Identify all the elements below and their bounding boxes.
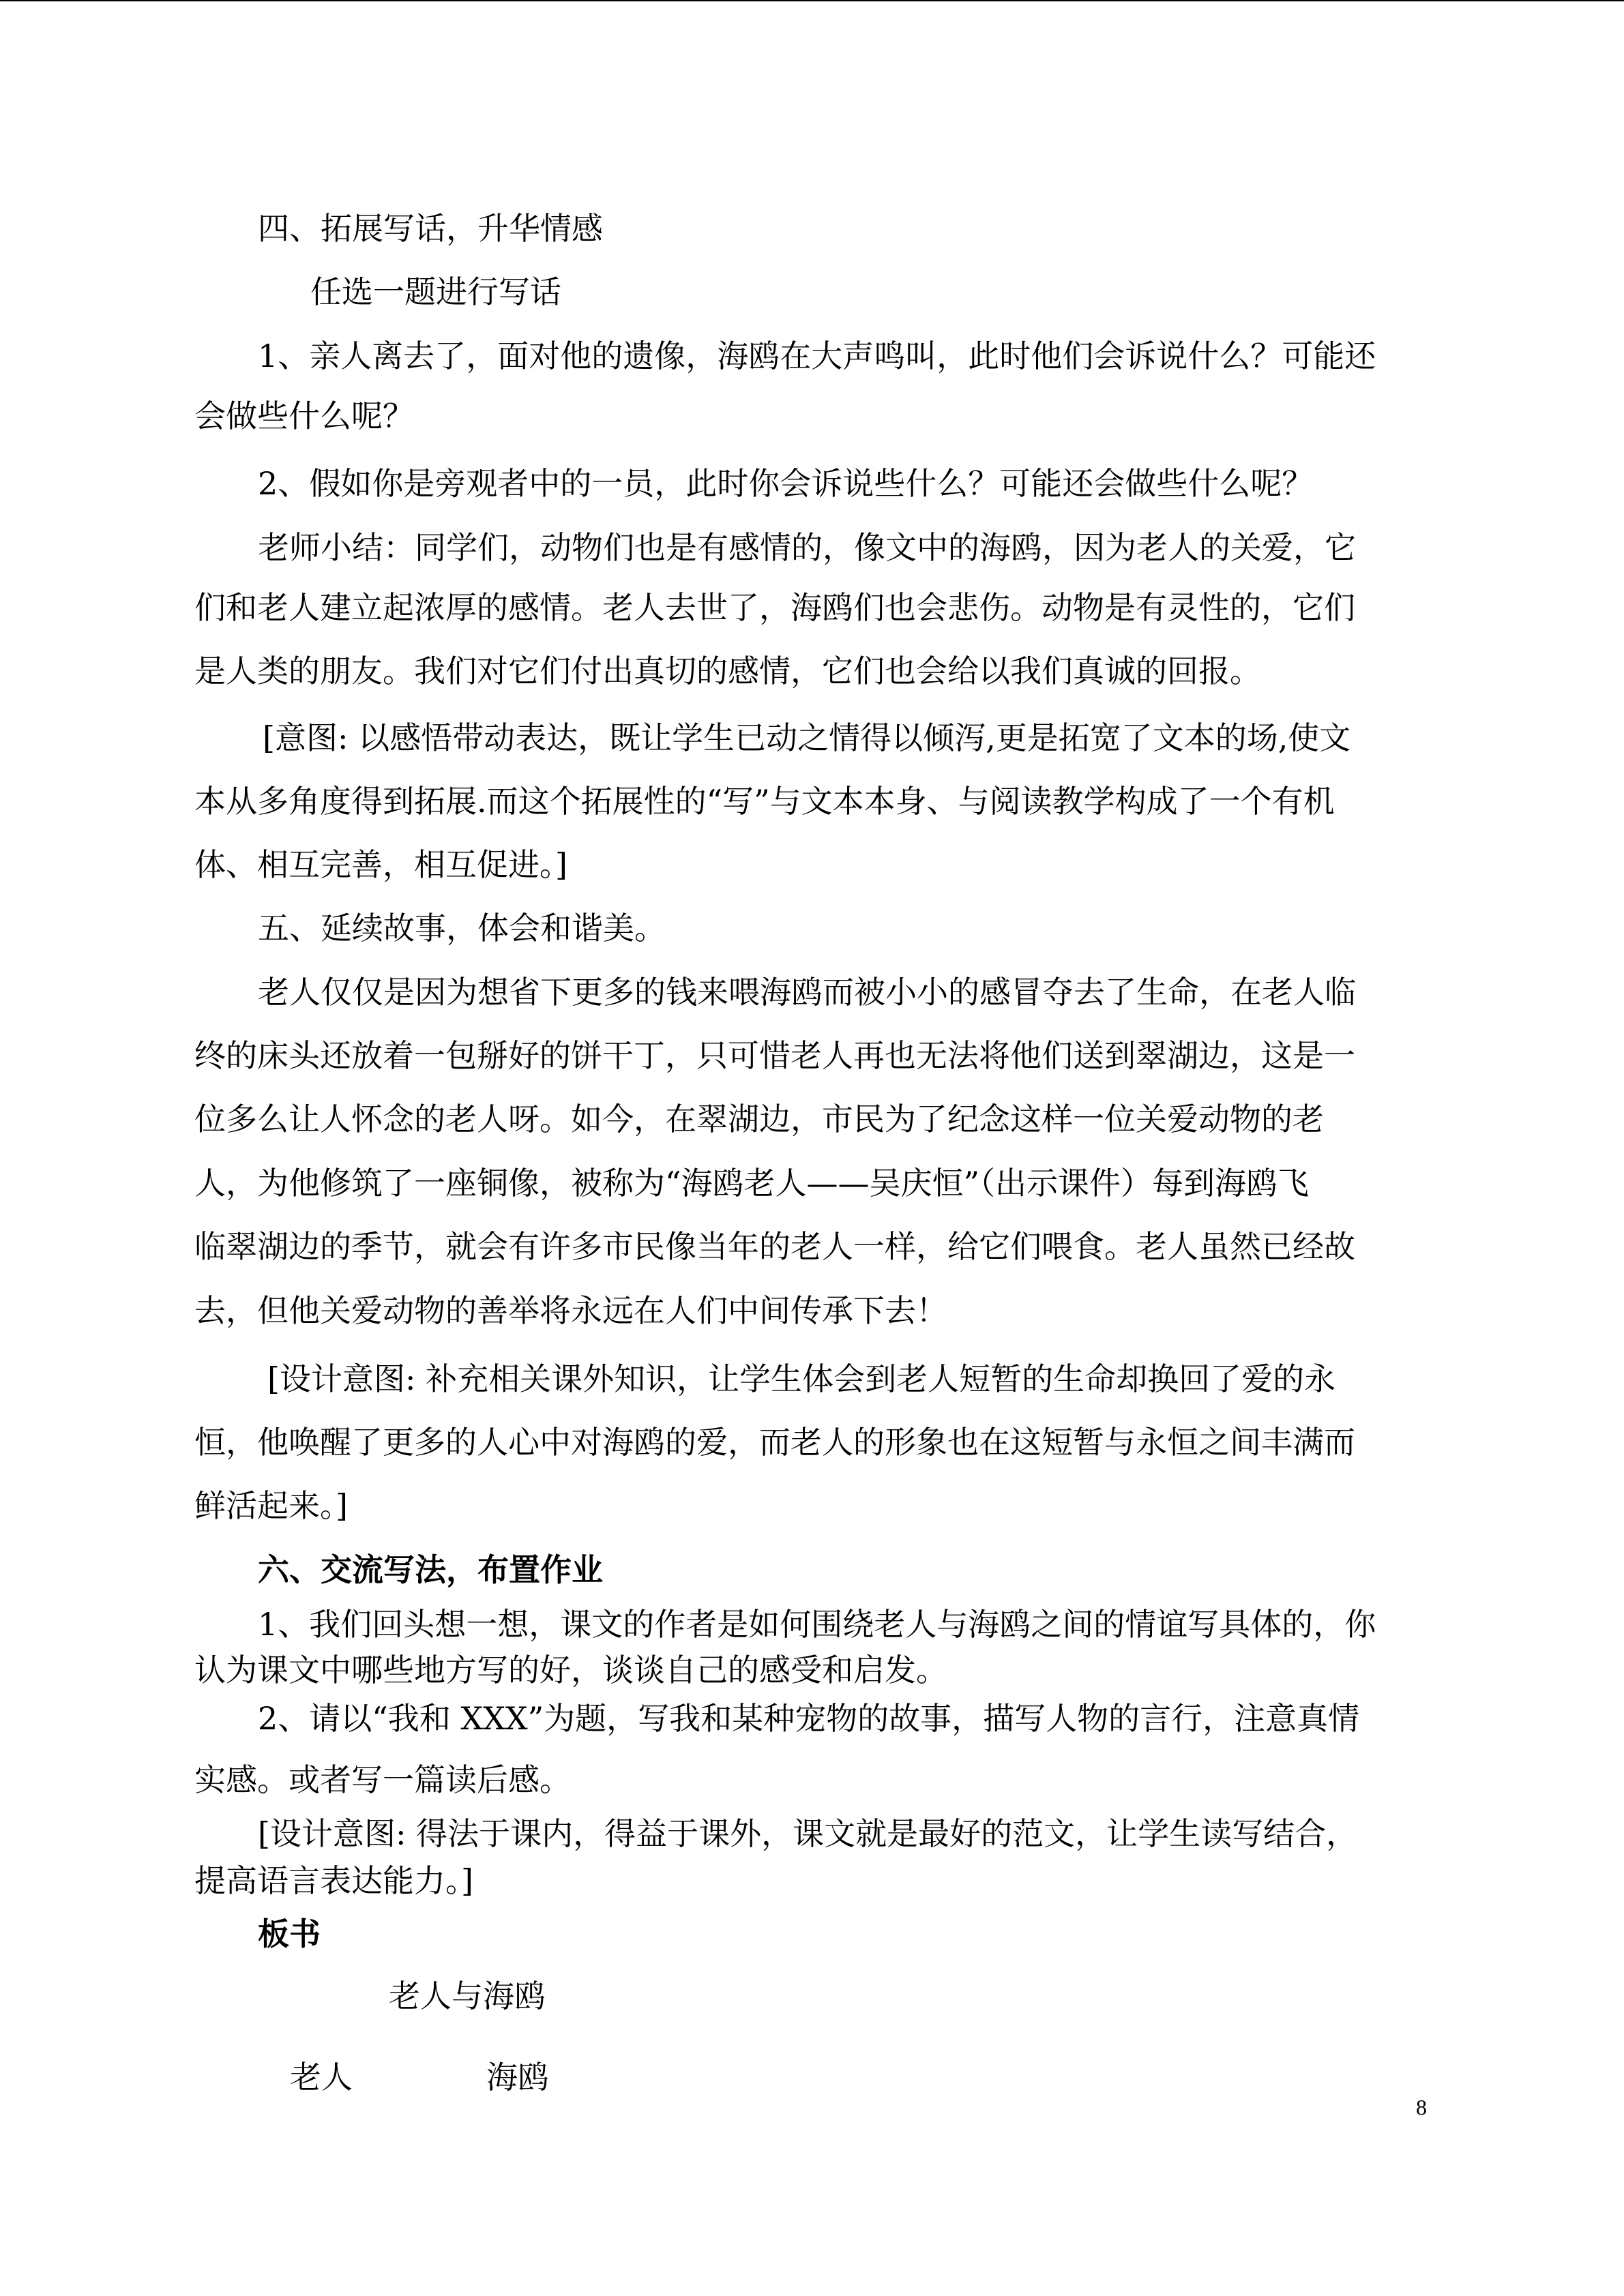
paragraph-line: 1、我们回头想一想，课文的作者是如何围绕老人与海鸥之间的情谊写具体的，你 — [258, 1606, 1376, 1643]
page-top-border — [0, 0, 1624, 1]
paragraph-line: 人，为他修筑了一座铜像，被称为“海鸥老人——吴庆恒”（出示课件）每到海鸥飞 — [194, 1165, 1310, 1202]
paragraph-line: 2、假如你是旁观者中的一员，此时你会诉说些什么？可能还会做些什么呢？ — [258, 465, 1314, 502]
section-heading-6: 六、交流写法，布置作业 — [258, 1551, 603, 1588]
design-note-line: 提高语言表达能力。] — [194, 1862, 473, 1899]
section-heading-4: 四、拓展写话，升华情感 — [258, 210, 603, 247]
board-right-item: 海鸥 — [486, 2059, 549, 2096]
board-left-item: 老人 — [290, 2059, 353, 2096]
section-heading-5: 五、延续故事，体会和谐美。 — [258, 910, 666, 946]
paragraph-line: 终的床头还放着一包掰好的饼干丁，只可惜老人再也无法将他们送到翠湖边，这是一 — [194, 1037, 1355, 1074]
paragraph-line: 认为课文中哪些地方写的好，谈谈自己的感受和启发。 — [194, 1652, 947, 1688]
board-title: 老人与海鸥 — [389, 1978, 546, 2014]
design-note-line: 恒，他唤醒了更多的人心中对海鸥的爱，而老人的形象也在这短暂与永恒之间丰满而 — [194, 1424, 1355, 1461]
paragraph-line: 老人仅仅是因为想省下更多的钱来喂海鸥而被小小的感冒夺去了生命，在老人临 — [258, 974, 1356, 1011]
paragraph-line: 去，但他关爱动物的善举将永远在人们中间传承下去！ — [194, 1292, 947, 1329]
design-note-line: [意图: 以感悟带动表达，既让学生已动之情得以倾泻,更是拓宽了文本的场,使文 — [263, 719, 1351, 756]
design-note-line: [设计意图: 得法于课内，得益于课外，课文就是最好的范文，让学生读写结合， — [258, 1815, 1358, 1852]
paragraph-line: 1、亲人离去了，面对他的遗像，海鸥在大声鸣叫，此时他们会诉说什么？可能还 — [258, 338, 1376, 374]
paragraph-line: 们和老人建立起浓厚的感情。老人去世了，海鸥们也会悲伤。动物是有灵性的，它们 — [194, 589, 1355, 626]
page-number: 8 — [1416, 2095, 1427, 2119]
design-note-line: [设计意图: 补充相关课外知识，让学生体会到老人短暂的生命却换回了爱的永 — [267, 1360, 1336, 1397]
paragraph-line: 临翠湖边的季节，就会有许多市民像当年的老人一样，给它们喂食。老人虽然已经故 — [194, 1228, 1355, 1265]
paragraph-line: 位多么让人怀念的老人呀。如今，在翠湖边，市民为了纪念这样一位关爱动物的老 — [194, 1101, 1324, 1137]
design-note-line: 体、相互完善，相互促进。] — [194, 846, 567, 883]
task-instruction: 任选一题进行写话 — [310, 273, 561, 310]
paragraph-line: 老师小结：同学们，动物们也是有感情的，像文中的海鸥，因为老人的关爱，它 — [258, 529, 1356, 566]
design-note-line: 鲜活起来。] — [194, 1487, 348, 1524]
paragraph-line: 2、请以“我和 XXX”为题，写我和某种宠物的故事，描写人物的言行，注意真情 — [258, 1700, 1360, 1737]
board-heading: 板书 — [258, 1915, 321, 1952]
paragraph-line: 会做些什么呢？ — [194, 398, 414, 434]
paragraph-line: 实感。或者写一篇读后感。 — [194, 1761, 571, 1798]
paragraph-line: 是人类的朋友。我们对它们付出真切的感情，它们也会给以我们真诚的回报。 — [194, 653, 1261, 689]
design-note-line: 本从多角度得到拓展.而这个拓展性的“写”与文本本身、与阅读教学构成了一个有机 — [194, 783, 1335, 820]
